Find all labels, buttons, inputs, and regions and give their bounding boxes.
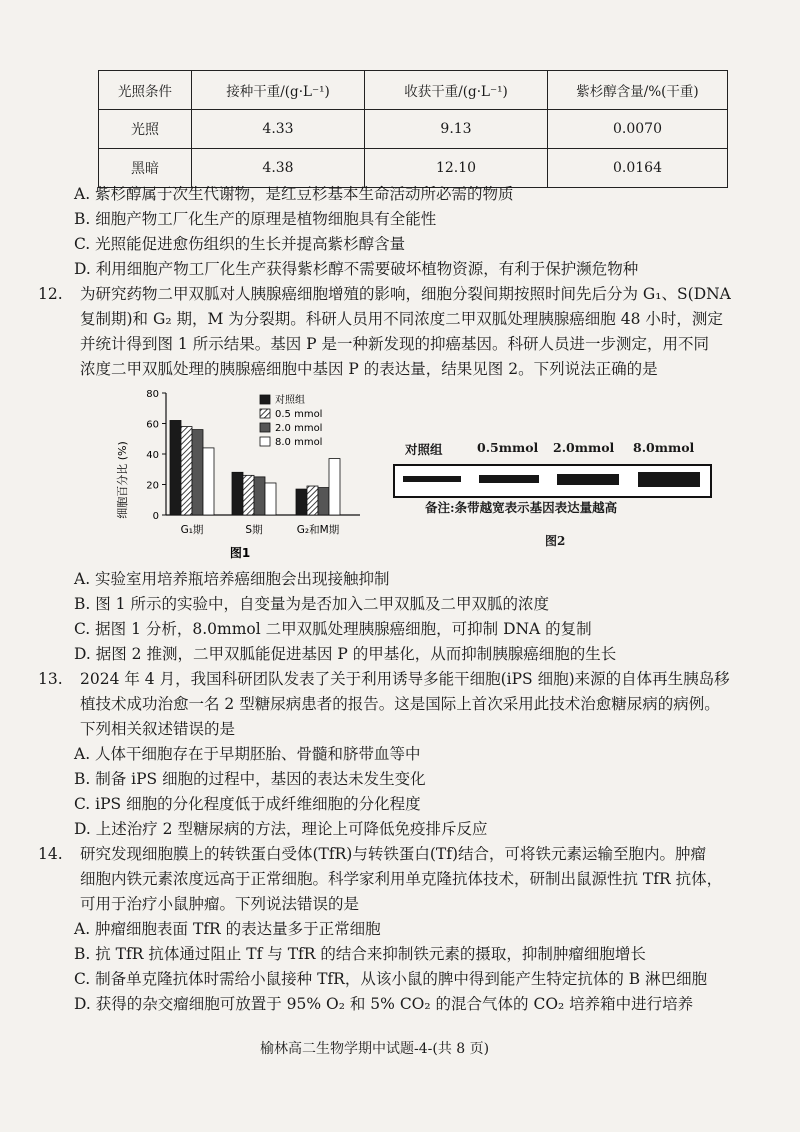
table-cell: 光照 bbox=[99, 110, 192, 149]
fig2-note: 备注:条带越宽表示基因表达量越高 bbox=[425, 500, 618, 515]
bar bbox=[203, 448, 214, 515]
q13-option-c: C. iPS 细胞的分化程度低于成纤维细胞的分化程度 bbox=[74, 795, 421, 813]
x-category-label: S期 bbox=[245, 524, 263, 536]
gel-box bbox=[393, 464, 712, 498]
legend-swatch bbox=[260, 423, 270, 432]
q13-stem-line: 植技术成功治愈一名 2 型糖尿病患者的报告。这是国际上首次采用此技术治愈糖尿病的病例。 bbox=[80, 695, 720, 713]
bar bbox=[296, 489, 307, 515]
table-header-cell: 收获干重/(g·L⁻¹) bbox=[365, 71, 548, 110]
q14-option-a: A. 肿瘤细胞表面 TfR 的表达量多于正常细胞 bbox=[74, 920, 381, 938]
y-tick-label: 20 bbox=[146, 480, 159, 492]
y-tick-label: 40 bbox=[146, 450, 159, 461]
q11-option-c: C. 光照能促进愈伤组织的生长并提高紫杉醇含量 bbox=[74, 235, 406, 253]
bar bbox=[232, 472, 243, 515]
bar bbox=[192, 430, 203, 515]
q12-stem-line: 为研究药物二甲双胍对人胰腺癌细胞增殖的影响，细胞分裂间期按照时间先后分为 G₁、S(DNA bbox=[80, 285, 731, 303]
gel-band-0-5 bbox=[479, 475, 539, 483]
fig2-label-8-0: 8.0mmol bbox=[633, 440, 695, 455]
q14-option-d: D. 获得的杂交瘤细胞可放置于 95% O₂ 和 5% CO₂ 的混合气体的 CO₂ 培养箱中进行培养 bbox=[74, 995, 694, 1013]
table-cell: 4.33 bbox=[192, 110, 365, 149]
question-number: 12. bbox=[38, 285, 63, 303]
page-footer: 榆林高二生物学期中试题-4-(共 8 页) bbox=[260, 1041, 490, 1057]
legend-label: 对照组 bbox=[275, 395, 305, 406]
figure-1-bar-chart bbox=[110, 385, 370, 565]
table-cell: 黑暗 bbox=[99, 149, 192, 188]
q13-option-b: B. 制备 iPS 细胞的过程中，基因的表达未发生变化 bbox=[74, 770, 426, 788]
question-number: 14. bbox=[38, 845, 63, 863]
bar bbox=[307, 486, 318, 515]
q14-option-c: C. 制备单克隆抗体时需给小鼠接种 TfR，从该小鼠的脾中得到能产生特定抗体的 B 淋巴细胞 bbox=[74, 970, 708, 988]
x-category-label: G₂和M期 bbox=[296, 524, 340, 536]
table-cell: 9.13 bbox=[365, 110, 548, 149]
y-axis-label: 细胞百分比 (%) bbox=[116, 441, 129, 519]
q12-option-d: D. 据图 2 推测，二甲双胍能促进基因 P 的甲基化，从而抑制胰腺癌细胞的生长 bbox=[74, 645, 617, 663]
legend-swatch bbox=[260, 409, 270, 418]
q11-option-a: A. 紫杉醇属于次生代谢物，是红豆杉基本生命活动所必需的物质 bbox=[74, 185, 514, 203]
table-cell: 0.0164 bbox=[548, 149, 728, 188]
bar bbox=[243, 475, 254, 515]
q11-option-d: D. 利用细胞产物工厂化生产获得紫杉醇不需要破坏植物资源，有利于保护濒危物种 bbox=[74, 260, 639, 278]
legend-label: 0.5 mmol bbox=[275, 409, 323, 420]
question-number: 13. bbox=[38, 670, 63, 688]
y-tick-label: 80 bbox=[146, 389, 159, 400]
figure-2-title: 图2 bbox=[545, 534, 566, 548]
table-header-cell: 接种干重/(g·L⁻¹) bbox=[192, 71, 365, 110]
data-table bbox=[98, 70, 728, 188]
q12-option-c: C. 据图 1 分析，8.0mmol 二甲双胍处理胰腺癌细胞，可抑制 DNA 的复制 bbox=[74, 620, 592, 638]
q12-stem-line: 复制期)和 G₂ 期，M 为分裂期。科研人员用不同浓度二甲双胍处理胰腺癌细胞 48 小时，测定 bbox=[80, 310, 723, 328]
fig2-label-0-5: 0.5mmol bbox=[477, 440, 539, 455]
x-category-label: G₁期 bbox=[180, 524, 204, 536]
legend-label: 2.0 mmol bbox=[275, 423, 323, 434]
q12-option-b: B. 图 1 所示的实验中，自变量为是否加入二甲双胍及二甲双胍的浓度 bbox=[74, 595, 549, 613]
table-cell: 0.0070 bbox=[548, 110, 728, 149]
fig2-label-control: 对照组 bbox=[405, 442, 443, 457]
bar bbox=[170, 420, 181, 515]
figure-1-title: 图1 bbox=[229, 546, 251, 560]
table-header-row bbox=[99, 71, 728, 110]
legend-label: 8.0 mmol bbox=[275, 437, 323, 448]
q12-stem-line: 浓度二甲双胍处理的胰腺癌细胞中基因 P 的表达量，结果见图 2。下列说法正确的是 bbox=[80, 360, 658, 378]
q13-option-d: D. 上述治疗 2 型糖尿病的方法，理论上可降低免疫排斥反应 bbox=[74, 820, 488, 838]
q11-option-b: B. 细胞产物工厂化生产的原理是植物细胞具有全能性 bbox=[74, 210, 437, 228]
table-header-cell: 光照条件 bbox=[99, 71, 192, 110]
table-cell: 12.10 bbox=[365, 149, 548, 188]
gel-band-control bbox=[403, 476, 461, 482]
fig2-label-2-0: 2.0mmol bbox=[553, 440, 615, 455]
q13-stem-line: 2024 年 4 月，我国科研团队发表了关于利用诱导多能干细胞(iPS 细胞)来源的自体再生胰岛移 bbox=[80, 670, 730, 688]
bar bbox=[181, 427, 192, 515]
legend-swatch bbox=[260, 437, 270, 446]
q14-stem-line: 研究发现细胞膜上的转铁蛋白受体(TfR)与转铁蛋白(Tf)结合，可将铁元素运输至胞内。肿瘤 bbox=[80, 845, 707, 863]
gel-band-8-0 bbox=[638, 472, 700, 487]
q14-stem-line: 可用于治疗小鼠肿瘤。下列说法错误的是 bbox=[80, 895, 360, 913]
y-tick-label: 60 bbox=[146, 419, 159, 431]
q14-option-b: B. 抗 TfR 抗体通过阻止 Tf 与 TfR 的结合来抑制铁元素的摄取，抑制肿瘤细胞增长 bbox=[74, 945, 646, 963]
bar bbox=[265, 483, 276, 515]
bar bbox=[254, 477, 265, 515]
table-row bbox=[99, 110, 728, 149]
bar bbox=[329, 459, 340, 515]
table-row bbox=[99, 149, 728, 188]
figure-2 bbox=[385, 440, 710, 550]
q13-stem-line: 下列相关叙述错误的是 bbox=[80, 720, 236, 738]
q13-option-a: A. 人体干细胞存在于早期胚胎、骨髓和脐带血等中 bbox=[74, 745, 421, 763]
table-cell: 4.38 bbox=[192, 149, 365, 188]
bar bbox=[318, 488, 329, 515]
q12-stem-line: 并统计得到图 1 所示结果。基因 P 是一种新发现的抑癌基因。科研人员进一步测定，用不同 bbox=[80, 335, 710, 353]
q14-stem-line: 细胞内铁元素浓度远高于正常细胞。科学家利用单克隆抗体技术，研制出鼠源性抗 TfR 抗体， bbox=[80, 870, 723, 888]
legend-swatch bbox=[260, 395, 270, 404]
gel-band-2-0 bbox=[557, 474, 619, 485]
y-tick-label: 0 bbox=[152, 511, 159, 522]
table-header-cell: 紫杉醇含量/%(干重) bbox=[548, 71, 728, 110]
q12-option-a: A. 实验室用培养瓶培养癌细胞会出现接触抑制 bbox=[74, 570, 390, 588]
